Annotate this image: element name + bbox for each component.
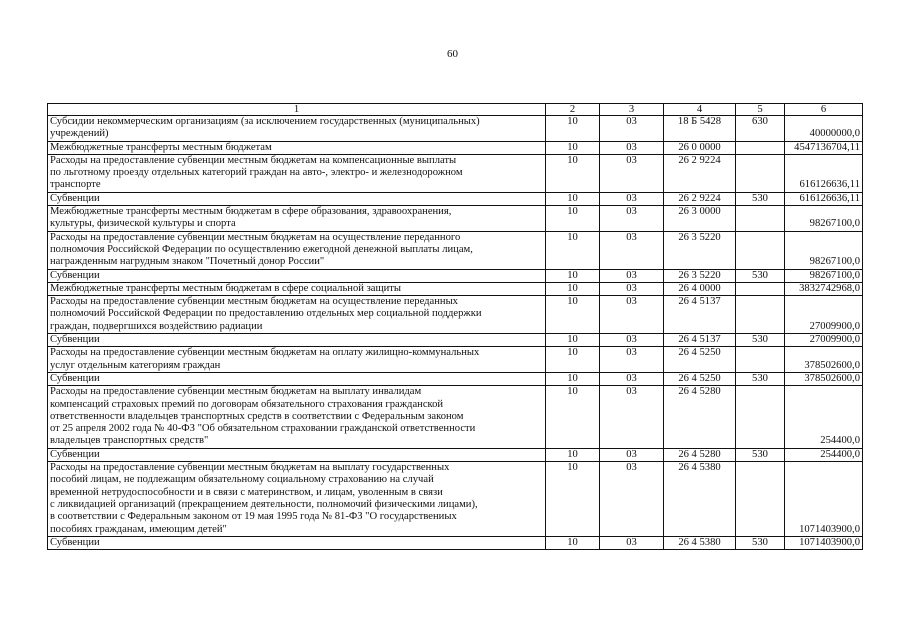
subsection-code-cell: 03: [600, 269, 664, 282]
expense-name-cell: Субвенции: [48, 269, 546, 282]
subsection-code-cell: 03: [600, 231, 664, 269]
table-row: [48, 386, 863, 448]
table-row: [48, 269, 863, 282]
expense-type-cell: [736, 154, 785, 192]
target-article-cell: 26 4 5380: [664, 536, 736, 549]
section-code-cell: 10: [546, 192, 600, 205]
target-article-cell: 26 2 9224: [664, 192, 736, 205]
subsection-code-cell: 03: [600, 154, 664, 192]
table-row: [48, 192, 863, 205]
amount-cell: 378502600,0: [785, 347, 863, 373]
subsection-code-cell: 03: [600, 462, 664, 537]
target-article-cell: 18 Б 5428: [664, 116, 736, 142]
column-header: 5: [736, 104, 785, 116]
table-row: [48, 372, 863, 385]
section-code-cell: 10: [546, 536, 600, 549]
subsection-code-cell: 03: [600, 386, 664, 448]
section-code-cell: 10: [546, 334, 600, 347]
table-row: [48, 282, 863, 295]
amount-cell: 98267100,0: [785, 269, 863, 282]
expense-name-cell: Межбюджетные трансферты местным бюджетам в сфере социальной защиты: [48, 282, 546, 295]
expense-name-cell: Субвенции: [48, 334, 546, 347]
table-row: [48, 448, 863, 461]
target-article-cell: 26 4 5250: [664, 347, 736, 373]
subsection-code-cell: 03: [600, 206, 664, 232]
amount-cell: 1071403900,0: [785, 462, 863, 537]
expense-type-cell: [736, 141, 785, 154]
amount-cell: 27009900,0: [785, 334, 863, 347]
budget-table: [47, 103, 863, 550]
expense-type-cell: [736, 296, 785, 334]
table-row: [48, 296, 863, 334]
expense-name-cell: Расходы на предоставление субвенции местным бюджетам на осуществление переданных полномочий Российской Федерации по предоставлению отдельных мер социальной поддержки граждан, подвергшихся воздействию радиации: [48, 296, 546, 334]
amount-cell: 616126636,11: [785, 154, 863, 192]
amount-cell: 1071403900,0: [785, 536, 863, 549]
table-row: [48, 141, 863, 154]
section-code-cell: 10: [546, 386, 600, 448]
table-row: [48, 347, 863, 373]
subsection-code-cell: 03: [600, 448, 664, 461]
section-code-cell: 10: [546, 462, 600, 537]
target-article-cell: 26 4 5280: [664, 448, 736, 461]
section-code-cell: 10: [546, 347, 600, 373]
expense-type-cell: [736, 462, 785, 537]
amount-cell: 3832742968,0: [785, 282, 863, 295]
column-header: 4: [664, 104, 736, 116]
expense-type-cell: 530: [736, 192, 785, 205]
section-code-cell: 10: [546, 282, 600, 295]
expense-type-cell: [736, 206, 785, 232]
amount-cell: 4547136704,11: [785, 141, 863, 154]
section-code-cell: 10: [546, 116, 600, 142]
expense-type-cell: 530: [736, 536, 785, 549]
target-article-cell: 26 3 5220: [664, 231, 736, 269]
expense-name-cell: Межбюджетные трансферты местным бюджетам в сфере образования, здравоохранения, культуры, физической культуры и спорта: [48, 206, 546, 232]
page-number: 60: [447, 48, 458, 60]
expense-type-cell: 530: [736, 372, 785, 385]
target-article-cell: 26 0 0000: [664, 141, 736, 154]
expense-name-cell: Расходы на предоставление субвенции местным бюджетам на осуществление переданного полномочия Российской Федерации по осуществлению ежегодной денежной выплаты лицам, награжденным нагрудным знаком "Почетный донор России": [48, 231, 546, 269]
section-code-cell: 10: [546, 269, 600, 282]
table-row: [48, 154, 863, 192]
table-row: [48, 116, 863, 142]
target-article-cell: 26 4 0000: [664, 282, 736, 295]
expense-name-cell: Субсидии некоммерческим организациям (за исключением государственных (муниципальных) учреждений): [48, 116, 546, 142]
expense-type-cell: 530: [736, 269, 785, 282]
column-header: 6: [785, 104, 863, 116]
column-header: 2: [546, 104, 600, 116]
amount-cell: 254400,0: [785, 448, 863, 461]
subsection-code-cell: 03: [600, 192, 664, 205]
target-article-cell: 26 4 5250: [664, 372, 736, 385]
expense-name-cell: Расходы на предоставление субвенции местным бюджетам на выплату инвалидам компенсаций страховых премий по договорам обязательного страхования гражданской ответственности владельцев транспортных средств в соответствии с Федеральным законом от 25 апреля 2002 года № 40-ФЗ "Об обязательном страховании гражданской ответственности владельцев транспортных средств": [48, 386, 546, 448]
section-code-cell: 10: [546, 296, 600, 334]
subsection-code-cell: 03: [600, 116, 664, 142]
subsection-code-cell: 03: [600, 372, 664, 385]
section-code-cell: 10: [546, 154, 600, 192]
expense-type-cell: [736, 386, 785, 448]
expense-name-cell: Расходы на предоставление субвенции местным бюджетам на компенсационные выплаты по льготному проезду отдельных категорий граждан на авто-, электро- и железнодорожном транспорте: [48, 154, 546, 192]
table-row: [48, 334, 863, 347]
expense-name-cell: Расходы на предоставление субвенции местным бюджетам на выплату государственных пособий лицам, не подлежащим обязательному социальному страхованию на случай временной нетрудоспособности и в связи с материнством, и лицам, уволенным в связи с ликвидацией организаций (прекращением деятельности, полномочий физическими лицами), в соответствии с Федеральным законом от 19 мая 1995 года № 81-ФЗ "О государствениых пособиях гражданам, имеющим детей": [48, 462, 546, 537]
expense-name-cell: Субвенции: [48, 448, 546, 461]
column-header: 1: [48, 104, 546, 116]
section-code-cell: 10: [546, 206, 600, 232]
expense-name-cell: Субвенции: [48, 536, 546, 549]
amount-cell: 98267100,0: [785, 206, 863, 232]
expense-type-cell: 530: [736, 334, 785, 347]
column-header: 3: [600, 104, 664, 116]
section-code-cell: 10: [546, 141, 600, 154]
amount-cell: 616126636,11: [785, 192, 863, 205]
subsection-code-cell: 03: [600, 282, 664, 295]
section-code-cell: 10: [546, 448, 600, 461]
amount-cell: 98267100,0: [785, 231, 863, 269]
expense-type-cell: 630: [736, 116, 785, 142]
section-code-cell: 10: [546, 231, 600, 269]
expense-name-cell: Расходы на предоставление субвенции местным бюджетам на оплату жилищно-коммунальных услуг отдельным категориям граждан: [48, 347, 546, 373]
table-row: [48, 206, 863, 232]
subsection-code-cell: 03: [600, 347, 664, 373]
subsection-code-cell: 03: [600, 334, 664, 347]
subsection-code-cell: 03: [600, 536, 664, 549]
target-article-cell: 26 2 9224: [664, 154, 736, 192]
amount-cell: 27009900,0: [785, 296, 863, 334]
expense-name-cell: Субвенции: [48, 372, 546, 385]
table-header-row: [48, 104, 863, 116]
subsection-code-cell: 03: [600, 296, 664, 334]
target-article-cell: 26 3 0000: [664, 206, 736, 232]
table-row: [48, 462, 863, 537]
table-row: [48, 536, 863, 549]
expense-type-cell: [736, 282, 785, 295]
target-article-cell: 26 4 5380: [664, 462, 736, 537]
target-article-cell: 26 4 5137: [664, 296, 736, 334]
amount-cell: 254400,0: [785, 386, 863, 448]
expense-type-cell: [736, 231, 785, 269]
target-article-cell: 26 4 5280: [664, 386, 736, 448]
expense-name-cell: Субвенции: [48, 192, 546, 205]
target-article-cell: 26 4 5137: [664, 334, 736, 347]
expense-type-cell: [736, 347, 785, 373]
expense-name-cell: Межбюджетные трансферты местным бюджетам: [48, 141, 546, 154]
target-article-cell: 26 3 5220: [664, 269, 736, 282]
section-code-cell: 10: [546, 372, 600, 385]
table-row: [48, 231, 863, 269]
subsection-code-cell: 03: [600, 141, 664, 154]
amount-cell: 40000000,0: [785, 116, 863, 142]
table-body: [48, 116, 863, 550]
amount-cell: 378502600,0: [785, 372, 863, 385]
expense-type-cell: 530: [736, 448, 785, 461]
